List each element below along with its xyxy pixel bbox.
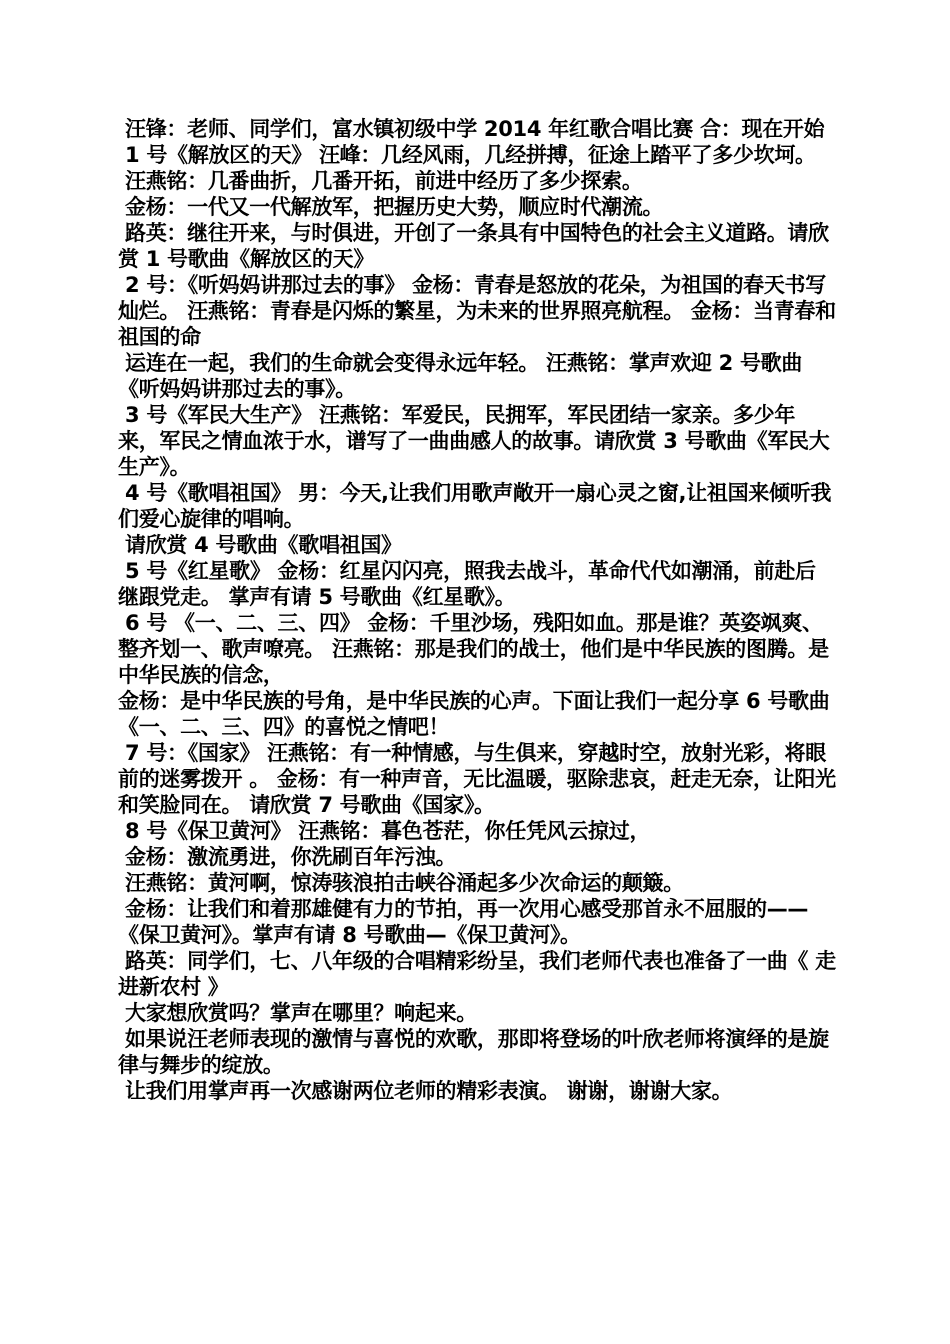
paragraph-song-3: 3 号《军民大生产》 汪燕铭：军爱民，民拥军，军民团结一家亲。多少年来，军民之情血浓于水，谱写了一曲曲感人的故事。请欣赏 3 号歌曲《军民大生产》。 <box>118 403 830 479</box>
paragraph-song-2-intro: 2 号：《听妈妈讲那过去的事》 金杨：青春是怒放的花朵，为祖国的春天书写灿烂。 汪燕铭：青春是闪烁的繁星，为未来的世界照亮航程。 金杨：当青春和祖国的命 <box>118 273 836 349</box>
paragraph-song-2-invite: 运连在一起，我们的生命就会变得永远年轻。 汪燕铭：掌声欢迎 2 号歌曲《听妈妈讲那过去的事》。 <box>118 351 803 401</box>
paragraph-song-1-intro: 1 号《解放区的天》 汪峰：几经风雨，几经拼搏，征途上踏平了多少坎坷。 <box>118 143 816 167</box>
paragraph-song-4-intro: 4 号《歌唱祖国》 男：今天,让我们用歌声敞开一扇心灵之窗,让祖国来倾听我们爱心旋律的唱响。 <box>118 481 832 531</box>
paragraph-opening: 汪锋：老师、同学们，富水镇初级中学 2014 年红歌合唱比赛 合：现在开始 <box>118 117 825 141</box>
paragraph-song-1-line: 汪燕铭：几番曲折，几番开拓，前进中经历了多少探索。 <box>118 169 643 193</box>
paragraph-teachers-applause: 大家想欣赏吗？掌声在哪里？响起来。 <box>118 1001 477 1025</box>
paragraph-song-1-line: 金杨：一代又一代解放军，把握历史大势，顺应时代潮流。 <box>118 195 664 219</box>
paragraph-song-6-intro: 6 号 《一、二、三、四》 金杨：千里沙场，残阳如血。那是谁？英姿飒爽、整齐划一、歌声嘹亮。 汪燕铭：那是我们的战士，他们是中华民族的图腾。是中华民族的信念， <box>118 611 829 687</box>
paragraph-song-5: 5 号《红星歌》 金杨：红星闪闪亮，照我去战斗，革命代代如潮涌，前赴后继跟党走。 掌声有请 5 号歌曲《红星歌》。 <box>118 559 816 609</box>
paragraph-song-1-invite: 路英：继往开来，与时俱进，开创了一条具有中国特色的社会主义道路。请欣赏 1 号歌曲《解放区的天》 <box>118 221 829 271</box>
paragraph-teachers-intro: 路英：同学们，七、八年级的合唱精彩纷呈，我们老师代表也准备了一曲《 走进新农村 》 <box>118 949 836 999</box>
paragraph-song-7: 7 号：《国家》 汪燕铭：有一种情感，与生俱来，穿越时空，放射光彩，将眼前的迷雾拨开 。 金杨：有一种声音，无比温暖，驱除悲哀，赶走无奈，让阳光和笑脸同在。 请欣赏 7 号歌曲《国家》。 <box>118 741 836 817</box>
paragraph-closing: 让我们用掌声再一次感谢两位老师的精彩表演。 谢谢，谢谢大家。 <box>118 1079 733 1103</box>
paragraph-song-8-line: 汪燕铭：黄河啊，惊涛骇浪拍击峡谷涌起多少次命运的颠簸。 <box>118 871 684 895</box>
paragraph-song-8-invite: 金杨：让我们和着那雄健有力的节拍，再一次用心感受那首永不屈服的——《保卫黄河》。掌声有请 8 号歌曲—《保卫黄河》。 <box>118 897 809 947</box>
paragraph-teachers-dance: 如果说汪老师表现的激情与喜悦的欢歌，那即将登场的叶欣老师将演绎的是旋律与舞步的绽放。 <box>118 1027 829 1077</box>
paragraph-song-6-invite: 金杨：是中华民族的号角，是中华民族的心声。下面让我们一起分享 6 号歌曲《一、二、三、四》的喜悦之情吧！ <box>118 689 830 739</box>
paragraph-song-8-intro: 8 号《保卫黄河》 汪燕铭：暮色苍茫，你任凭风云掠过， <box>118 819 651 843</box>
document-body <box>118 116 836 1104</box>
paragraph-song-4-invite: 请欣赏 4 号歌曲《歌唱祖国》 <box>118 533 402 557</box>
paragraph-song-8-line: 金杨：激流勇进，你洗刷百年污浊。 <box>118 845 457 869</box>
